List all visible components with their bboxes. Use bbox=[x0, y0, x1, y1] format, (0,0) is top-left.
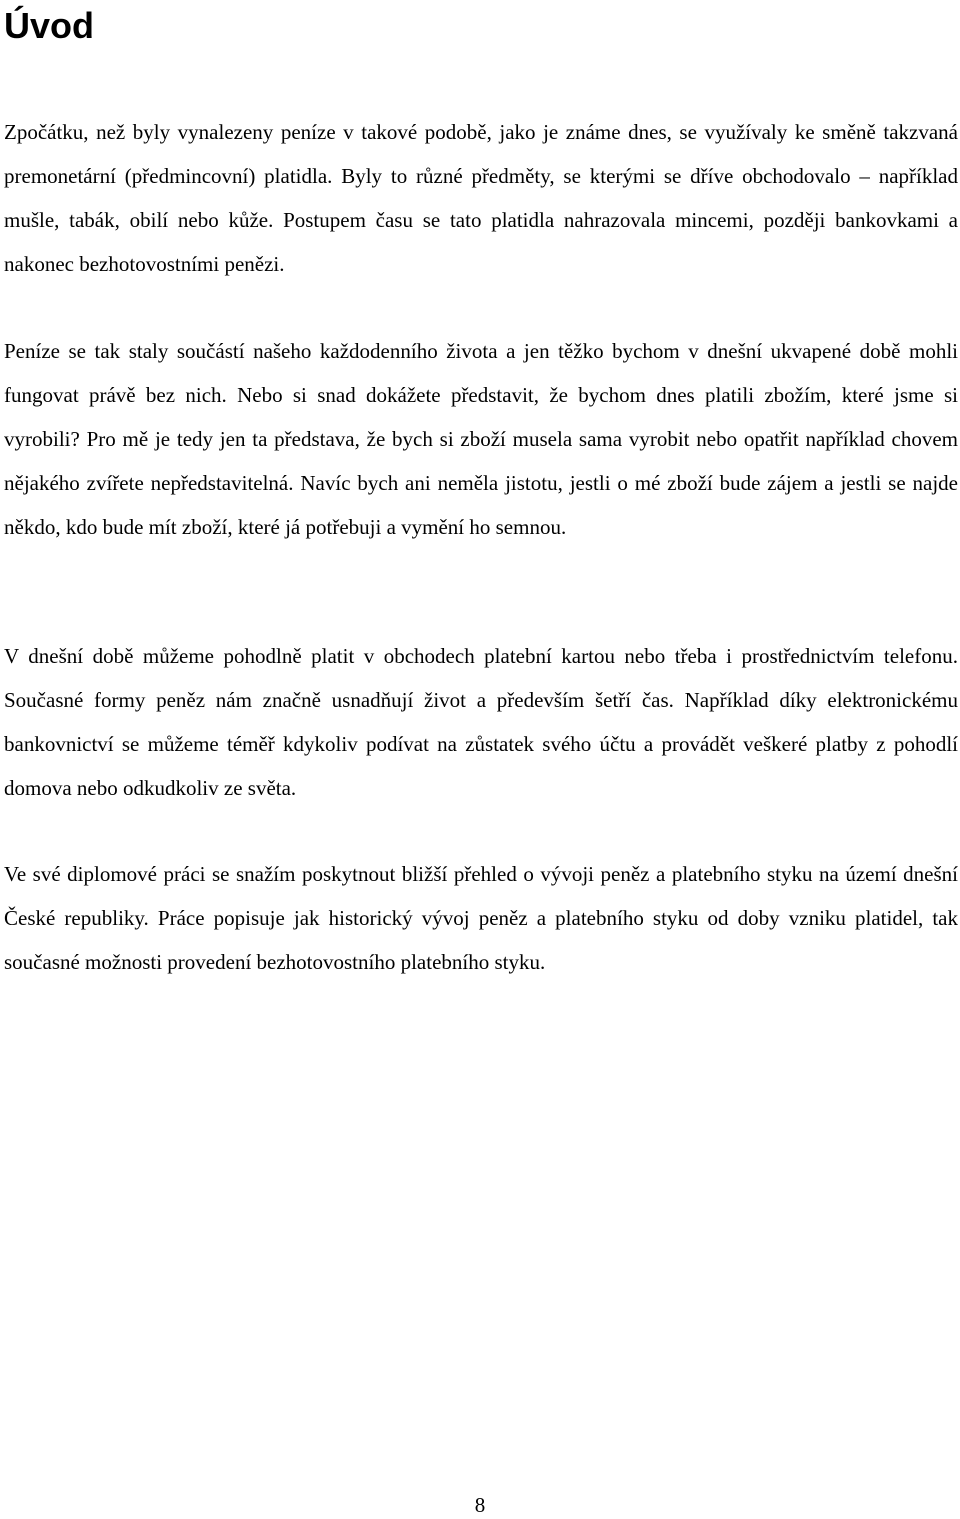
paragraph-thesis-aim: Ve své diplomové práci se snažím poskytnout bližší přehled o vývoji peněz a platebního styku na území dnešní České republiky. Práce popisuje jak historický vývoj peněz a platebního styku od doby vzniku platidel, tak současné možnosti provedení bezhotovostního platebního styku. bbox=[4, 862, 958, 974]
paragraph-introduction: Zpočátku, než byly vynalezeny peníze v takové podobě, jako je známe dnes, se využívaly ke směně takzvaná premonetární (předmincovní) platidla. Byly to různé předměty, se kterými se dříve obchodovalo – například mušle, tabák, obilí nebo kůže. Postupem času se tato platidla nahrazovala mincemi, později bankovkami a nakonec bezhotovostními penězi. bbox=[4, 120, 958, 276]
page-number: 8 bbox=[474, 1493, 486, 1517]
page-title: Úvod bbox=[4, 5, 94, 46]
paragraph-modern-payments: V dnešní době můžeme pohodlně platit v obchodech platební kartou nebo třeba i prostřednictvím telefonu. Současné formy peněz nám značně usnadňují život a především šetří čas. Například díky elektronickému bankovnictví se můžeme téměř kdykoliv podívat na zůstatek svého účtu a provádět veškeré platby z pohodlí domova nebo odkudkoliv ze světa. bbox=[4, 644, 958, 800]
paragraph-daily-life: Peníze se tak staly součástí našeho každodenního života a jen těžko bychom v dnešní ukvapené době mohli fungovat právě bez nich. Nebo si snad dokážete představit, že bychom dnes platili zbožím, které jsme si vyrobili? Pro mě je tedy jen ta představa, že bych si zboží musela sama vyrobit nebo opatřit například chovem nějakého zvířete nepředstavitelná. Navíc bych ani neměla jistotu, jestli o mé zboží bude zájem a jestli se najde někdo, kdo bude mít zboží, které já potřebuji a vymění ho semnou. bbox=[4, 339, 958, 539]
